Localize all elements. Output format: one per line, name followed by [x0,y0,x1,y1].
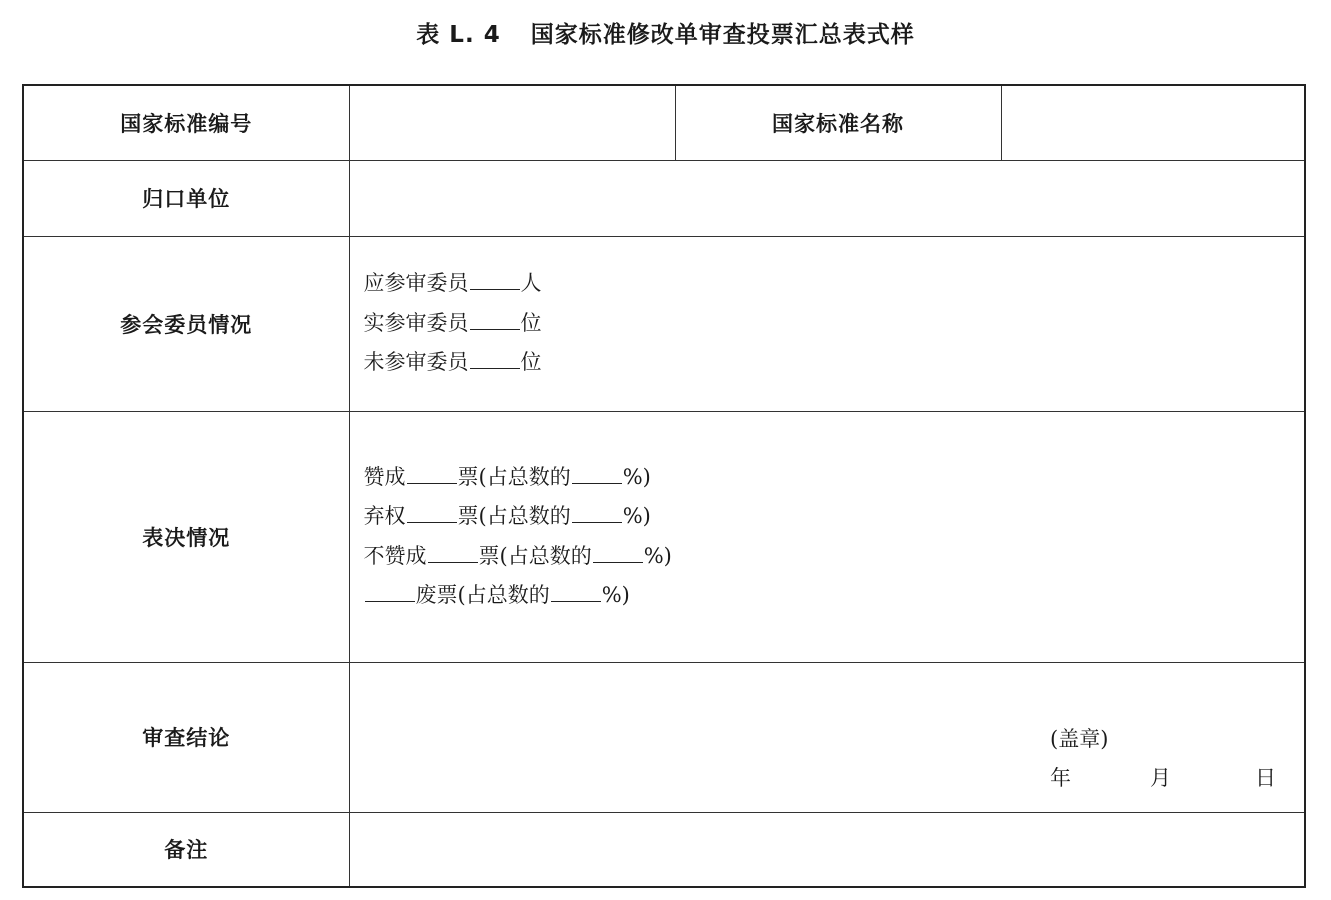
invalid-line [364,576,1305,616]
actual-attend-blank[interactable] [470,305,520,330]
table-row [23,85,1305,160]
should-attend-blank[interactable] [470,265,520,290]
day-label: 日 [1255,766,1276,790]
table-row [23,411,1305,662]
standard-number-label: 国家标准编号 [23,85,349,160]
should-attend-unit: 人 [520,271,542,296]
should-attend-line [364,264,1305,304]
attendance-content [349,236,1305,411]
abstain-text: 弃权 [363,504,406,528]
approve-percent-blank[interactable] [572,459,622,484]
responsible-unit-field[interactable] [349,160,1305,236]
abstain-percent-blank[interactable] [572,498,622,523]
page-title [0,16,1331,49]
abstain-line [364,497,1305,537]
attendance-label: 参会委员情况 [23,236,349,411]
standard-number-field[interactable] [349,85,675,160]
remarks-label: 备注 [23,812,349,887]
responsible-unit-label: 归口单位 [23,160,349,236]
table-code: 表 L. 4 [416,22,501,48]
seal-text: (盖章) [1050,727,1109,751]
absent-text: 未参审委员 [363,350,469,375]
oppose-text: 不赞成 [363,543,427,568]
approve-line [364,458,1305,498]
table-row [23,812,1305,887]
approve-mid-text: 票(占总数的 [457,464,571,489]
actual-attend-text: 实参审委员 [363,310,469,335]
conclusion-label: 审查结论 [23,662,349,812]
table-row [23,160,1305,236]
date-line [1050,759,1276,798]
abstain-count-blank[interactable] [407,498,457,523]
invalid-suffix: %) [601,583,630,607]
actual-attend-unit: 位 [520,310,542,335]
table-title-text: 国家标准修改单审查投票汇总表式样 [530,22,915,48]
oppose-suffix: %) [643,543,672,568]
oppose-percent-blank[interactable] [593,538,643,563]
invalid-mid-text: 废票(占总数的 [415,583,550,607]
oppose-line [364,537,1305,577]
table-row [23,236,1305,411]
absent-line [364,343,1305,383]
voting-content [349,411,1305,662]
approve-suffix: %) [622,464,651,489]
remarks-field[interactable] [349,812,1305,887]
absent-unit: 位 [520,350,542,375]
invalid-percent-blank[interactable] [551,577,601,602]
invalid-count-blank[interactable] [365,577,415,602]
approve-text: 赞成 [363,464,406,489]
oppose-mid-text: 票(占总数的 [478,543,592,568]
year-label: 年 [1050,766,1071,790]
absent-blank[interactable] [470,344,520,369]
should-attend-text: 应参审委员 [363,271,469,296]
standard-name-label: 国家标准名称 [675,85,1001,160]
abstain-suffix: %) [622,504,651,528]
abstain-mid-text: 票(占总数的 [457,504,571,528]
voting-label: 表决情况 [23,411,349,662]
month-label: 月 [1150,766,1171,790]
standard-name-field[interactable] [1001,85,1305,160]
actual-attend-line [364,304,1305,344]
seal-block [1050,720,1276,798]
oppose-count-blank[interactable] [428,538,478,563]
approve-count-blank[interactable] [407,459,457,484]
